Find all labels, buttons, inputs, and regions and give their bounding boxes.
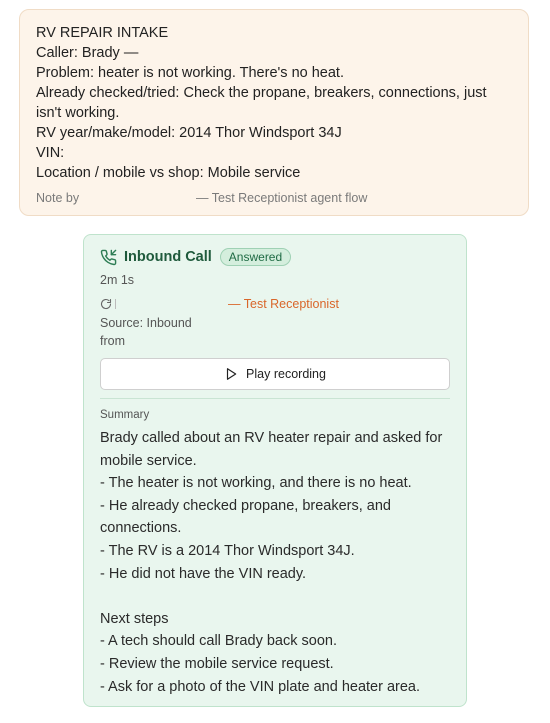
status-badge: Answered — [220, 248, 291, 266]
note-footer — [36, 191, 512, 205]
agent-row — [100, 296, 450, 312]
summary-text — [100, 427, 450, 698]
next-step-line: - A tech should call Brady back soon. — [100, 633, 337, 650]
intake-note-card — [19, 9, 529, 216]
summary-label: Summary — [100, 409, 150, 421]
note-line-caller: Caller: Brady — — [36, 45, 139, 61]
call-duration: 2m 1s — [100, 273, 135, 287]
agent-name: — Test Receptionist — [228, 297, 339, 311]
inbound-call-card — [83, 234, 467, 707]
play-icon — [224, 367, 238, 381]
play-recording-button[interactable] — [100, 358, 450, 390]
divider — [100, 398, 450, 399]
summary-line: - The heater is not working, and there is no heat. — [100, 475, 412, 492]
summary-line: - The RV is a 2014 Thor Windsport 34J. — [100, 542, 355, 559]
note-line-title: RV REPAIR INTAKE — [36, 25, 169, 41]
call-header — [100, 246, 450, 268]
summary-line: - He did not have the VIN ready. — [100, 565, 307, 582]
play-recording-label: Play recording — [246, 367, 326, 381]
note-line-checked: Already checked/tried: Check the propane, breakers, connections, just isn't working. — [36, 85, 487, 121]
call-source: Source: Inbound from — [100, 316, 192, 348]
next-step-line: - Ask for a photo of the VIN plate and heater area. — [100, 678, 421, 695]
summary-line: - He already checked propane, breakers, and connections. — [100, 497, 391, 537]
note-line-problem: Problem: heater is not working. There's no heat. — [36, 65, 344, 81]
agent-separator — [115, 299, 116, 309]
summary-gap — [100, 585, 450, 608]
phone-incoming-icon — [100, 249, 117, 266]
note-line-location: Location / mobile vs shop: Mobile service — [36, 165, 301, 181]
note-line-rv-model: RV year/make/model: 2014 Thor Windsport 34J — [36, 125, 342, 141]
note-by-label: Note by — [36, 191, 80, 205]
note-line-vin: VIN: — [36, 145, 65, 161]
call-title: Inbound Call — [124, 249, 212, 265]
refresh-icon — [100, 298, 112, 310]
summary-line: Brady called about an RV heater repair and asked for mobile service. — [100, 430, 443, 469]
note-author: — Test Receptionist agent flow — [196, 191, 368, 205]
next-steps-label: Next steps — [100, 610, 169, 627]
next-step-line: - Review the mobile service request. — [100, 655, 334, 672]
